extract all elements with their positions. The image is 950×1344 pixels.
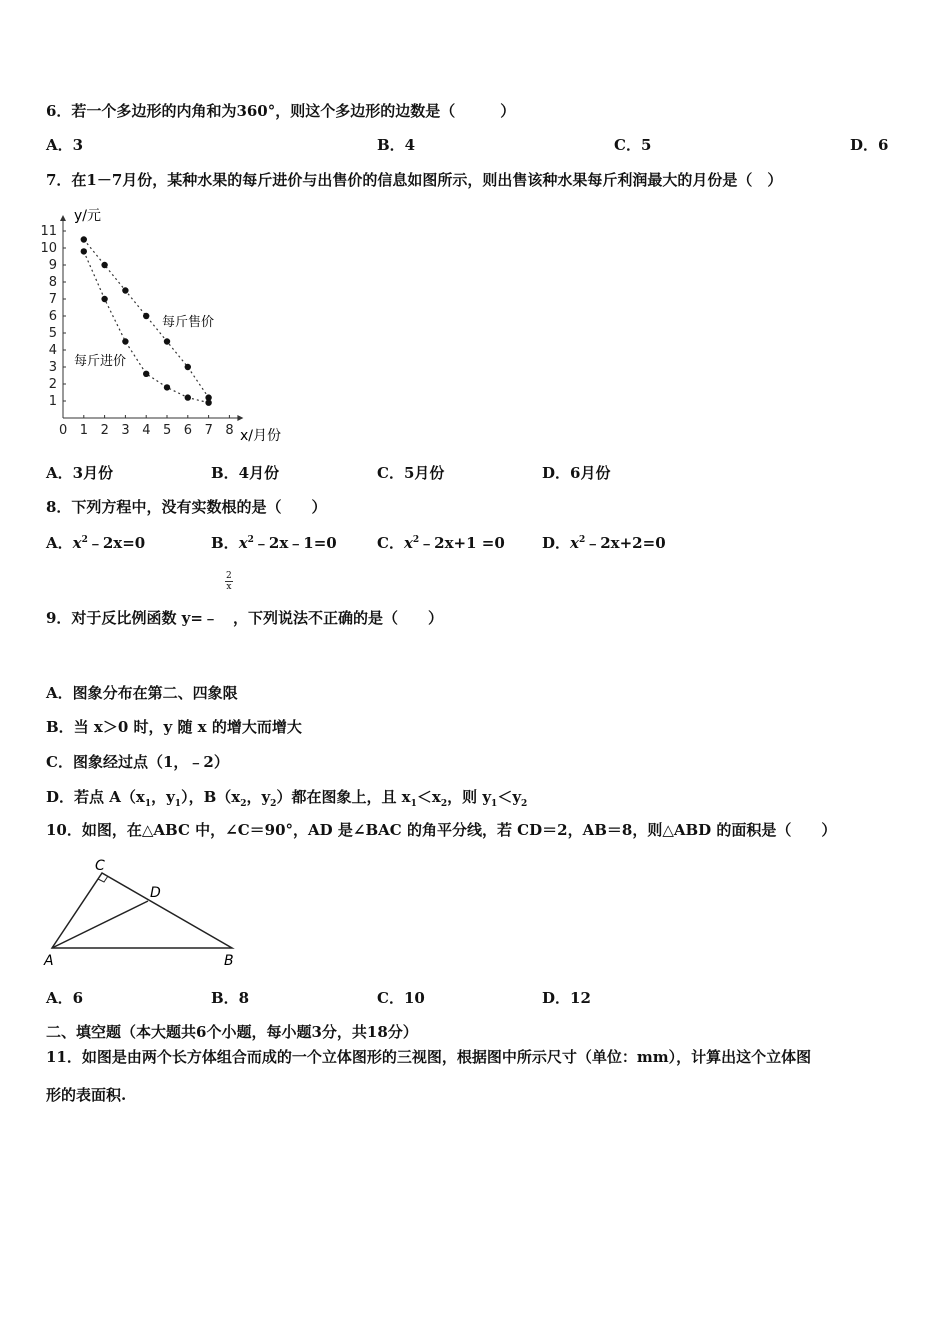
q7-option-d: D．6月份: [542, 464, 611, 482]
q8-a-var: x: [72, 534, 82, 552]
sell-price-point: [185, 364, 191, 370]
q9-d-s3: 2: [240, 799, 247, 809]
y-tick-label: 2: [48, 377, 57, 392]
x-axis-arrow: [237, 415, 243, 421]
q6-option-d: D．6: [850, 136, 889, 154]
q9-option-a: A．图象分布在第二、四象限: [46, 684, 238, 702]
q10-stem: 10．如图，在△ABC 中，∠C＝90°，AD 是∠BAC 的角平分线，若 CD＝2，AB＝8，则△ABD 的面积是（ ）: [46, 821, 837, 839]
x-tick-label: 4: [142, 423, 151, 438]
x-tick-label: 7: [204, 423, 213, 438]
label-d: D: [150, 885, 161, 901]
q10-option-a: A．6: [46, 989, 84, 1007]
q6-option-a: A．3: [46, 136, 84, 154]
section-2-heading: 二、填空题（本大题共6个小题，每小题3分，共18分）: [46, 1023, 418, 1041]
q11-line-2: 形的表面积.: [46, 1086, 127, 1104]
q9-d-s2: 1: [174, 799, 182, 809]
chart-ylabel: y/元: [74, 208, 102, 224]
cost-price-point: [164, 384, 170, 390]
series-label-sell: 每斤售价: [162, 315, 215, 330]
triangle-figure: [40, 855, 250, 970]
label-c: C: [95, 858, 105, 874]
q6-option-c: C．5: [614, 136, 652, 154]
y-tick-label: 3: [48, 360, 57, 375]
q9-d-m1: ，y: [151, 788, 175, 806]
q9-fraction: [225, 571, 233, 592]
sell-price-point: [122, 287, 128, 293]
q8-stem: 8．下列方程中，没有实数根的是（ ）: [46, 498, 327, 516]
q8-d-letter: D．: [542, 534, 571, 552]
y-tick-label: 8: [48, 275, 57, 290]
label-a: A: [44, 953, 54, 969]
x-tick-label: 0: [59, 423, 68, 438]
y-tick-label: 10: [40, 241, 57, 256]
x-tick-label: 2: [100, 423, 109, 438]
q8-c-letter: C．: [377, 534, 404, 552]
q8-option-c: [377, 530, 505, 553]
q9-d-m5: ＜x: [416, 788, 441, 806]
q8-d-var: x: [570, 534, 579, 552]
sell-price-point: [143, 313, 149, 319]
q9-d-pre: D．若点 A（x: [46, 788, 145, 806]
y-tick-label: 5: [48, 326, 57, 341]
q8-a-exp: 2: [81, 535, 88, 545]
y-tick-label: 4: [48, 343, 57, 358]
q9-frac-den: x: [226, 582, 232, 592]
bisector-ad: [52, 901, 148, 948]
cost-price-point: [81, 248, 87, 254]
label-b: B: [224, 953, 234, 969]
q9-d-m3: ，y: [246, 788, 271, 806]
x-tick-label: 5: [163, 423, 172, 438]
price-chart: [40, 200, 300, 450]
q9-d-m2: ），B（x: [181, 788, 241, 806]
q9-d-m4: ）都在图象上，且 x: [276, 788, 411, 806]
x-tick-label: 3: [121, 423, 130, 438]
q8-option-b: [211, 530, 337, 553]
q9-d-s1: 1: [144, 799, 152, 809]
y-tick-label: 11: [40, 224, 57, 239]
q9-d-s6: 2: [440, 799, 448, 809]
q9-d-m7: ＜y: [497, 788, 522, 806]
x-tick-label: 1: [79, 423, 89, 438]
y-tick-label: 6: [48, 309, 57, 324]
q9-d-s7: 1: [491, 799, 498, 809]
q8-b-rest: ﹣2x﹣1=0: [253, 534, 337, 552]
x-tick-label: 8: [225, 423, 234, 438]
q10-option-b: B．8: [211, 989, 250, 1007]
q8-a-letter: A．: [46, 534, 73, 552]
q8-option-d: [542, 530, 666, 553]
q10-option-c: C．10: [377, 989, 425, 1007]
q6-option-b: B．4: [377, 136, 416, 154]
q8-c-rest: ﹣2x+1 =0: [419, 534, 505, 552]
q8-b-var: x: [238, 534, 248, 552]
q6-stem: 6．若一个多边形的内角和为360°，则这个多边形的边数是（ ）: [46, 102, 516, 120]
q9-stem: 9．对于反比例函数 y=﹣ ，下列说法不正确的是（ ）: [46, 609, 443, 627]
q9-option-b: B．当 x＞0 时，y 随 x 的增大而增大: [46, 718, 302, 736]
cost-price-point: [143, 371, 149, 377]
series-label-cost: 每斤进价: [74, 354, 127, 369]
q7-option-a: A．3月份: [46, 464, 114, 482]
q9-option-c: C．图象经过点（1，﹣2）: [46, 753, 229, 771]
q8-b-letter: B．: [211, 534, 239, 552]
y-tick-label: 1: [48, 394, 57, 409]
q9-option-d: [46, 787, 527, 814]
triangle-abc: [52, 873, 232, 948]
y-tick-label: 7: [48, 292, 57, 307]
y-tick-label: 9: [48, 258, 57, 273]
q8-d-rest: ﹣2x+2=0: [585, 534, 666, 552]
cost-price-point: [185, 394, 191, 400]
sell-price-point: [164, 338, 170, 344]
q7-option-c: C．5月份: [377, 464, 445, 482]
q9-d-s4: 2: [270, 799, 277, 809]
q9-d-s5: 1: [410, 799, 417, 809]
q11-line-1: 11．如图是由两个长方体组合而成的一个立体图形的三视图，根据图中所示尺寸（单位：mm），计算出这个立体图: [46, 1048, 812, 1066]
q9-frac-num: 2: [226, 571, 232, 581]
sell-price-point: [101, 262, 107, 268]
q7-stem: 7．在1－7月份，某种水果的每斤进价与出售价的信息如图所示，则出售该种水果每斤利润最大的月份是（ ）: [46, 171, 783, 189]
chart-xlabel: x/月份: [240, 428, 282, 444]
q8-d-exp: 2: [578, 535, 586, 545]
cost-price-point: [101, 296, 107, 302]
q7-option-b: B．4月份: [211, 464, 280, 482]
q8-option-a: [46, 530, 145, 553]
cost-price-point: [205, 400, 211, 406]
y-axis-arrow: [60, 215, 66, 221]
q8-b-exp: 2: [247, 535, 254, 545]
q10-option-d: D．12: [542, 989, 591, 1007]
q8-c-exp: 2: [412, 535, 420, 545]
q9-d-s8: 2: [521, 799, 528, 809]
sell-price-point: [81, 236, 87, 242]
q8-a-rest: ﹣2x=0: [87, 534, 146, 552]
cost-price-point: [122, 338, 128, 344]
x-tick-label: 6: [183, 423, 193, 438]
q9-d-m6: ，则 y: [447, 788, 492, 806]
q8-c-var: x: [403, 534, 413, 552]
